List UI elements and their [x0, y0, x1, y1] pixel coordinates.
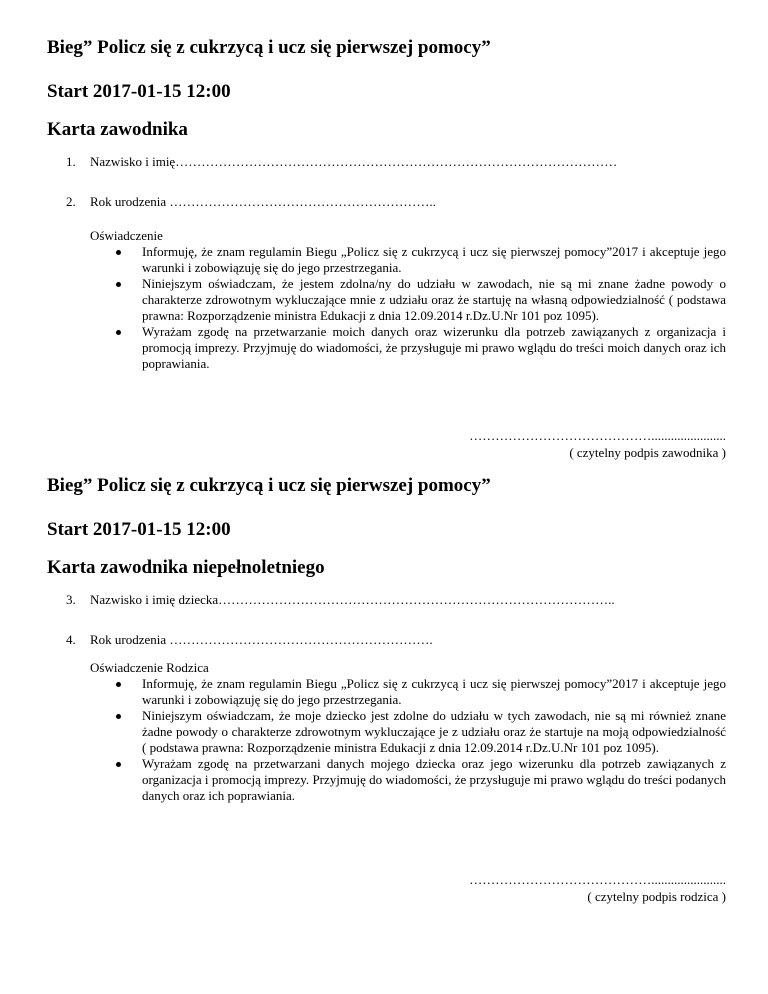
field-text: Rok urodzenia ……………………………………………………..: [90, 194, 436, 209]
bullet-icon: [116, 282, 121, 287]
start-datetime: Start 2017-01-15 12:00: [47, 519, 231, 540]
signature-caption: ( czytelny podpis zawodnika ): [569, 445, 726, 460]
bullet-icon: [116, 762, 121, 767]
bullet-icon: [116, 714, 121, 719]
field-text: Nazwisko i imię…………………………………………………………………………………………: [90, 154, 618, 169]
declaration-item: [90, 244, 726, 276]
birth-year-field: [66, 194, 436, 210]
race-title: Bieg” Policz się z cukrzycą i ucz się pierwszej pomocy”: [47, 475, 491, 496]
declaration-text: Niniejszym oświadczam, że moje dziecko jest zdolne do udziału w tych zawodach, nie są mi również znane żadne powody o charakterze zdrowotnym wykluczające je z udziału oraz że startuje na moją odpowiedzialność ( podstawa prawna: Rozporządzenie ministra Edukacji z dnia 12.09.2014 r.Dz.U.Nr 101 poz 1095).: [142, 708, 726, 755]
declaration-text: Niniejszym oświadczam, że jestem zdolna/ny do udziału w zawodach, nie są mi znane żadne powody o charakterze zdrowotnym wykluczające mnie z udziału oraz że startuję na własną odpowiedzialność ( podstawa prawna: Rozporządzenie ministra Edukacji z dnia 12.09.2014 r.Dz.U.Nr 101 poz 1095).: [142, 276, 726, 323]
declaration-title: Oświadczenie Rodzica: [90, 660, 209, 675]
declaration-item: [90, 676, 726, 708]
bullet-icon: [116, 250, 121, 255]
birth-year-field: [66, 632, 433, 648]
declaration-title: Oświadczenie: [90, 228, 163, 243]
declaration-list: [90, 676, 726, 804]
bullet-icon: [116, 682, 121, 687]
signature-caption: ( czytelny podpis rodzica ): [587, 889, 726, 904]
card-title: Karta zawodnika: [47, 119, 188, 140]
signature-line: …………………………………….......................: [469, 872, 726, 887]
field-number: 3.: [66, 592, 76, 607]
field-text: Nazwisko i imię dziecka………………………………………………………………………………..: [90, 592, 615, 607]
declaration: [90, 228, 726, 372]
declaration-list: [90, 244, 726, 372]
signature-block: [469, 428, 726, 461]
race-title: Bieg” Policz się z cukrzycą i ucz się pierwszej pomocy”: [47, 37, 491, 58]
declaration-text: Wyrażam zgodę na przetwarzani danych mojego dziecka oraz jego wizerunku dla potrzeb zawiązanych z organizacja i promocją imprezy. Przyjmuję do wiadomości, że przysługuje mi prawo wglądu do treści podanych danych oraz ich poprawiania.: [142, 756, 726, 803]
child-name-field: [66, 592, 615, 608]
signature-line: …………………………………….......................: [469, 428, 726, 443]
field-text: Rok urodzenia …………………………………………………….: [90, 632, 433, 647]
parent-declaration: [90, 660, 726, 804]
card-title: Karta zawodnika niepełnoletniego: [47, 557, 325, 578]
declaration-text: Informuję, że znam regulamin Biegu „Policz się z cukrzycą i ucz się pierwszej pomocy”2017 i akceptuje jego warunki i zobowiązuję się do jego przestrzegania.: [142, 244, 726, 275]
field-number: 1.: [66, 154, 76, 169]
declaration-text: Informuję, że znam regulamin Biegu „Policz się z cukrzycą i ucz się pierwszej pomocy”2017 i akceptuje jego warunki i zobowiązuję się do jego przestrzegania.: [142, 676, 726, 707]
field-number: 4.: [66, 632, 76, 647]
declaration-item: [90, 756, 726, 804]
signature-block: [469, 872, 726, 905]
declaration-item: [90, 324, 726, 372]
bullet-icon: [116, 330, 121, 335]
start-datetime: Start 2017-01-15 12:00: [47, 81, 231, 102]
field-number: 2.: [66, 194, 76, 209]
name-field: [66, 154, 617, 170]
declaration-item: [90, 276, 726, 324]
declaration-text: Wyrażam zgodę na przetwarzanie moich danych oraz wizerunku dla potrzeb zawiązanych z organizacja i promocją imprezy. Przyjmuję do wiadomości, że przysługuje mi prawo wglądu do treści moich danych oraz ich poprawiania.: [142, 324, 726, 371]
declaration-item: [90, 708, 726, 756]
